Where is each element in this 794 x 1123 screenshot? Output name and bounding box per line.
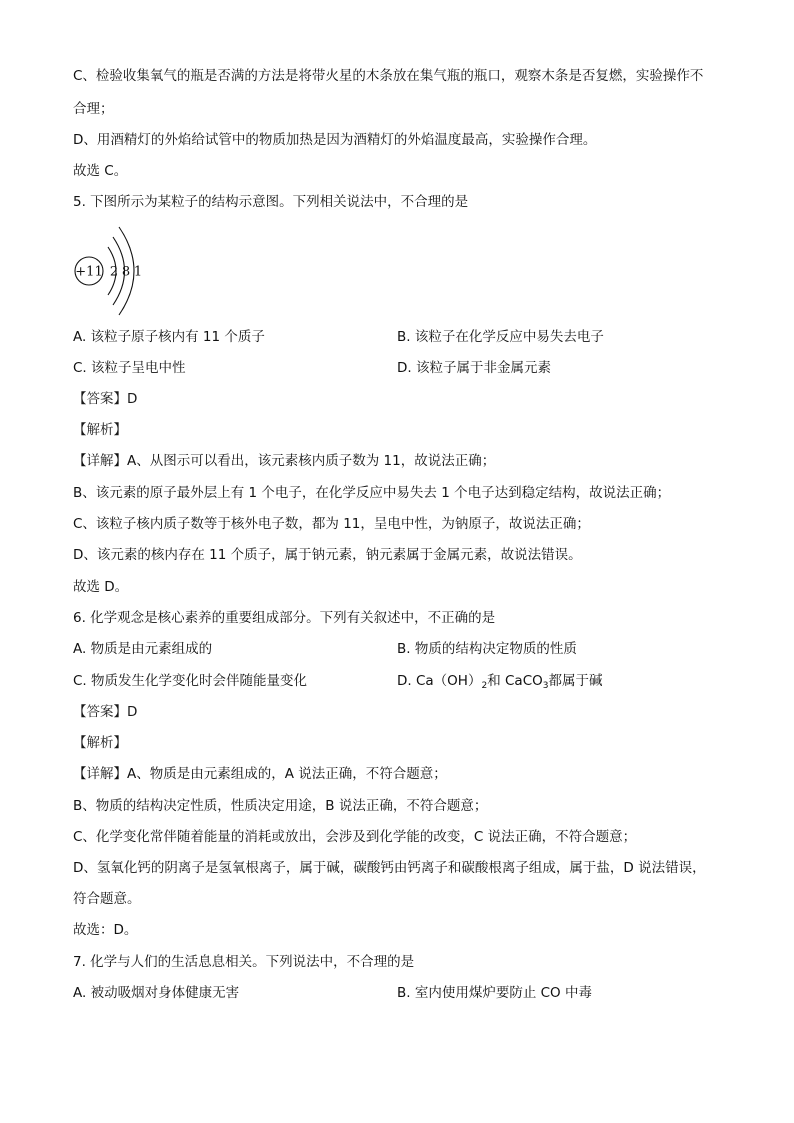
q5-option-b: B. 该粒子在化学反应中易失去电子 [397, 329, 604, 345]
q5-detail-d: D、该元素的核内存在 11 个质子，属于钠元素，钠元素属于金属元素，故说法错误。 [73, 547, 582, 563]
shell-2-electrons: 8 [121, 264, 131, 280]
explanation-c-line2: 合理； [73, 101, 114, 117]
q5-detail-c: C、该粒子核内质子数等于核外电子数，都为 11，呈电中性，为钠原子，故说法正确； [73, 516, 590, 532]
explanation-d-line: D、用酒精灯的外焰给试管中的物质加热是因为酒精灯的外焰温度最高，实验操作合理。 [73, 132, 597, 148]
shell-1-electrons: 2 [109, 264, 119, 280]
q6-answer: 【答案】D [73, 704, 138, 720]
q6-detail-c: C、化学变化常伴随着能量的消耗或放出，会涉及到化学能的改变，C 说法正确，不符合题意； [73, 829, 637, 845]
q7-option-a: A. 被动吸烟对身体健康无害 [73, 985, 240, 1001]
explanation-c-line1: C、检验收集氧气的瓶是否满的方法是将带火星的木条放在集气瓶的瓶口，观察木条是否复燃，实验操作不 [73, 68, 704, 84]
nucleus-charge-label: +11 [75, 264, 103, 280]
q5-option-d: D. 该粒子属于非金属元素 [397, 360, 551, 376]
q6-detail-d: D、氢氧化钙的阴离子是氢氧根离子，属于碱，碳酸钙由钙离子和碳酸根离子组成，属于盐，D 说法错误， [73, 860, 706, 876]
q6-option-b: B. 物质的结构决定物质的性质 [397, 641, 577, 657]
q6-option-d-subscript-2: 2 [481, 681, 488, 691]
q5-option-a: A. 该粒子原子核内有 11 个质子 [73, 329, 265, 345]
q6-option-d-suffix: 都属于碱 [548, 673, 603, 689]
q6-option-d-subscript-3: 3 [542, 681, 549, 691]
q6-detail-d-cont: 符合题意。 [73, 891, 141, 907]
q6-option-a: A. 物质是由元素组成的 [73, 641, 213, 657]
q6-option-d-prefix: D. Ca（OH） [397, 673, 482, 689]
q5-analysis-heading: 【解析】 [73, 422, 127, 438]
question-7-stem: 7. 化学与人们的生活息息相关。下列说法中，不合理的是 [73, 954, 415, 970]
atom-structure-diagram [72, 222, 152, 318]
q6-analysis-heading: 【解析】 [73, 735, 127, 751]
q6-option-d [397, 671, 602, 696]
q5-detail-a: 【详解】A、从图示可以看出，该元素核内质子数为 11，故说法正确； [73, 453, 496, 469]
q5-choose: 故选 D。 [73, 579, 129, 595]
q6-detail-a: 【详解】A、物质是由元素组成的，A 说法正确，不符合题意； [73, 766, 447, 782]
question-6-stem: 6. 化学观念是核心素养的重要组成部分。下列有关叙述中，不正确的是 [73, 610, 496, 626]
q6-option-c: C. 物质发生化学变化时会伴随能量变化 [73, 673, 308, 689]
question-5-stem: 5. 下图所示为某粒子的结构示意图。下列相关说法中，不合理的是 [73, 194, 469, 210]
q5-answer: 【答案】D [73, 391, 138, 407]
choose-answer: 故选 C。 [73, 163, 128, 179]
q6-detail-b: B、物质的结构决定性质，性质决定用途，B 说法正确，不符合题意； [73, 798, 488, 814]
q6-choose: 故选：D。 [73, 922, 138, 938]
q7-option-b: B. 室内使用煤炉要防止 CO 中毒 [397, 985, 592, 1001]
q5-option-c: C. 该粒子呈电中性 [73, 360, 186, 376]
q5-detail-b: B、该元素的原子最外层上有 1 个电子，在化学反应中易失去 1 个电子达到稳定结构，故说法正确； [73, 485, 671, 501]
q6-option-d-middle: 和 CaCO [487, 673, 543, 689]
shell-3-electrons: 1 [133, 264, 143, 280]
